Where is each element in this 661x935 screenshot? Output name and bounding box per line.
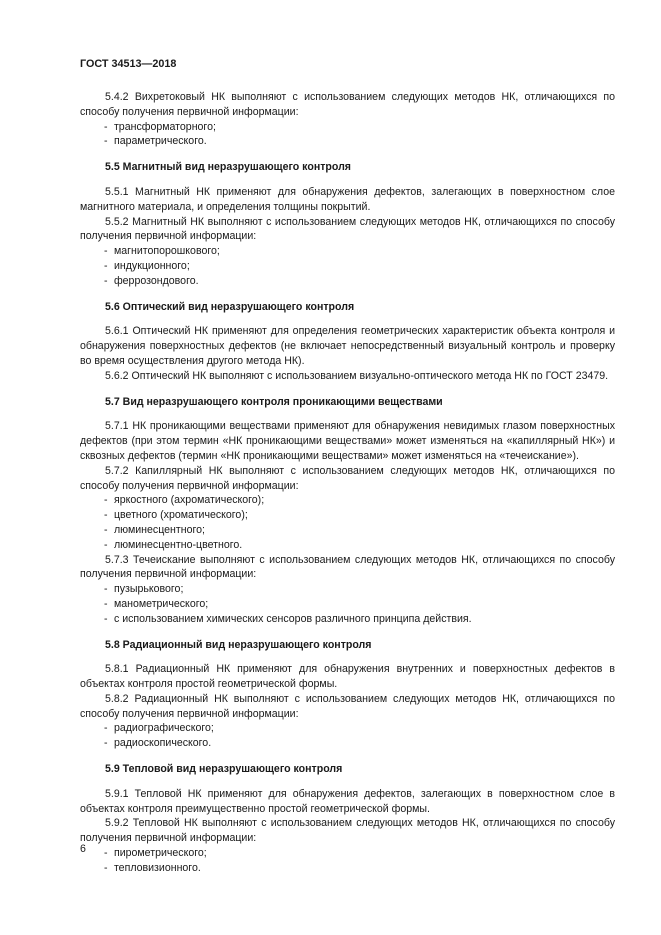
paragraph-5-9-1: 5.9.1 Тепловой НК применяют для обнаружения дефектов, залегающих в поверхностном слое в объектах контроля преимущественно простой геометрической формы. [80, 787, 615, 815]
paragraph-5-7-1: 5.7.1 НК проникающими веществами применяют для обнаружения невидимых глазом поверхностных дефектов (при этом термин «НК проникающими веществами» может изменяться на «капиллярный НК») и сквозных дефектов (термин «НК проникающими веществами» может изменяться на «течеискание»). [80, 420, 615, 462]
section-heading-5-5: 5.5 Магнитный вид неразрушающего контроля [105, 161, 351, 174]
document-header: ГОСТ 34513—2018 [80, 58, 177, 70]
list-item: - феррозондового. [104, 274, 199, 287]
list-item: - тепловизионного. [104, 861, 201, 874]
section-heading-5-7: 5.7 Вид неразрушающего контроля проникающими веществами [105, 395, 443, 408]
section-heading-5-8: 5.8 Радиационный вид неразрушающего контроля [105, 638, 372, 651]
list-item: - яркостного (ахроматического); [104, 494, 265, 507]
list-item: - параметрического. [104, 135, 207, 148]
paragraph-5-9-2: 5.9.2 Тепловой НК выполняют с использованием следующих методов НК, отличающихся по способу получения первичной информации: [80, 817, 615, 845]
paragraph-5-7-3: 5.7.3 Течеискание выполняют с использованием следующих методов НК, отличающихся по способу получения первичной информации: [80, 553, 615, 581]
list-item: - манометрического; [104, 597, 209, 610]
paragraph-5-6-1: 5.6.1 Оптический НК применяют для определения геометрических характеристик объекта контроля и обнаружения поверхностных дефектов (не включает непосредственный визуальный контроль и проверку во время осуществления другого метода НК). [80, 325, 615, 367]
list-item: - люминесцентно-цветного. [104, 538, 243, 551]
paragraph-5-7-2: 5.7.2 Капиллярный НК выполняют с использованием следующих методов НК, отличающихся по способу получения первичной информации: [80, 464, 615, 492]
section-heading-5-9: 5.9 Тепловой вид неразрушающего контроля [105, 763, 343, 776]
paragraph-5-6-2: 5.6.2 Оптический НК выполняют с использованием визуально-оптического метода НК по ГОСТ 23479. [105, 369, 609, 382]
list-item: - радиографического; [104, 722, 214, 735]
paragraph-5-4-2: 5.4.2 Вихретоковый НК выполняют с использованием следующих методов НК, отличающихся по способу получения первичной информации: [80, 91, 615, 118]
document-body [80, 90, 615, 876]
list-item: - индукционного; [104, 259, 190, 272]
paragraph-5-5-1: 5.5.1 Магнитный НК применяют для обнаружения дефектов, залегающих в поверхностном слое магнитного материала, и определения толщины покрытий. [80, 185, 615, 213]
paragraph-5-8-1: 5.8.1 Радиационный НК применяют для обнаружения внутренних и поверхностных дефектов в объектах контроля простой геометрической формы. [80, 663, 615, 691]
page-number: 6 [80, 843, 86, 855]
section-heading-5-6: 5.6 Оптический вид неразрушающего контроля [105, 300, 355, 313]
list-item: - магнитопорошкового; [104, 245, 220, 258]
paragraph-5-8-2: 5.8.2 Радиационный НК выполняют с использованием следующих методов НК, отличающихся по способу получения первичной информации: [80, 692, 615, 720]
list-item: - с использованием химических сенсоров различного принципа действия. [104, 612, 472, 625]
paragraph-5-5-2: 5.5.2 Магнитный НК выполняют с использованием следующих методов НК, отличающихся по способу получения первичной информации: [80, 215, 615, 243]
list-item: - трансформаторного; [104, 120, 216, 133]
list-item: - люминесцентного; [104, 523, 205, 536]
list-item: - пирометрического; [104, 847, 207, 860]
list-item: - пузырькового; [104, 583, 184, 596]
list-item: - радиоскопического. [104, 737, 212, 750]
list-item: - цветного (хроматического); [104, 509, 248, 522]
